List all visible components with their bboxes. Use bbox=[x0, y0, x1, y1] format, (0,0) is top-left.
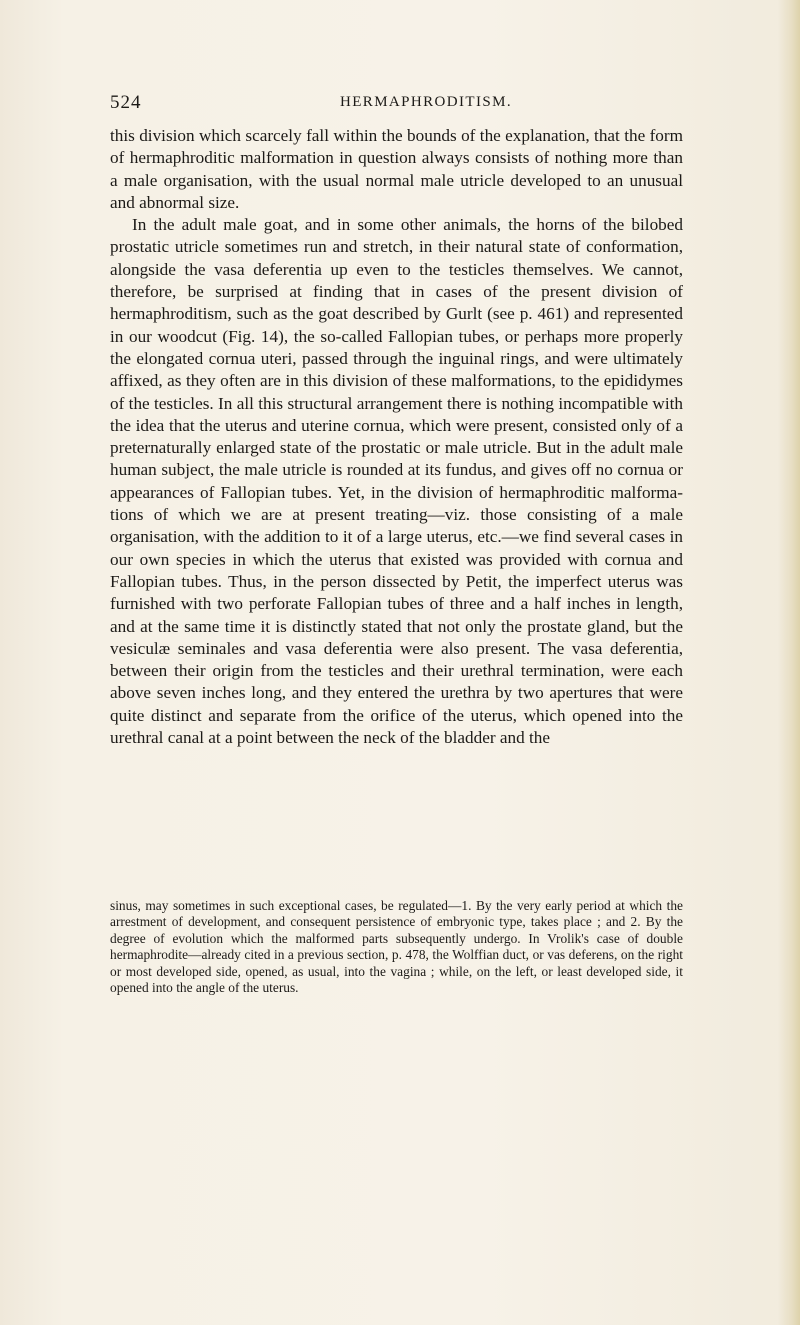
paragraph: In the adult male goat, and in some other animals, the horns of the bilobed prostatic utricle sometimes run and stretch, in their natural state of conformation, alongside the vasa deferentia up even to the testicles themselves. We cannot, therefore, be surprised at finding that in cases of the present division of hermaphroditism, such as the goat described by Gurlt (see p. 461) and represented in our woodcut (Fig. 14), the so-called Fallopian tubes, or perhaps more properly the elongated cornua uteri, passed through the inguinal rings, and were ultimately affixed, as they often are in this division of these malformations, to the epididymes of the testicles. In all this structural arrangement there is nothing incompatible with the idea that the uterus and uterine cornua, which were present, consisted only of a preternaturally enlarged state of the prostatic or male utricle. But in the adult male human subject, the male utricle is rounded at its fundus, and gives off no cornua or appearances of Fallopian tubes. Yet, in the division of hermaphroditic malformations of which we are at present treating—viz. those consisting of a male organisation, with the addition to it of a large uterus, etc.—we find several cases in our own species in which the uterus that existed was provided with cornua and Fallopian tubes. Thus, in the person dissected by Petit, the imperfect uterus was furnished with two perforate Fallopian tubes of three and a half inches in length, and at the same time it is distinctly stated that not only the prostate gland, but the vesiculæ seminales and vasa deferentia were also present. The vasa deferentia, between their origin from the testicles and their urethral termination, were each above seven inches long, and they entered the urethra by two apertures that were quite distinct and separate from the orifice of the uterus, which opened into the urethral canal at a point between the neck of the bladder and the bbox=[110, 215, 683, 748]
page-number: 524 bbox=[110, 92, 142, 113]
page-edge-shading bbox=[778, 0, 800, 1325]
running-title: HERMAPHRODITISM. bbox=[340, 94, 512, 110]
footnote bbox=[110, 898, 683, 996]
footnote-text: sinus, may sometimes in such exceptional cases, be regulated—1. By the very early period at which the arrestment of development, and consequent persistence of embryonic type, takes place ; and 2. By the degree of evolution which the malformed parts subsequently undergo. In Vrolik's case of double hermaphrodite—already cited in a previous section, p. 478, the Wolffian duct, or vas deferens, on the right or most developed side, opened, as usual, into the vagina ; while, on the left, or least developed side, it opened into the angle of the uterus. bbox=[110, 898, 683, 996]
body-text bbox=[110, 125, 683, 749]
running-head bbox=[110, 92, 710, 116]
paragraph-continued: this division which scarcely fall within the bounds of the explanation, that the form of hermaphroditic malformation in question always consists of nothing more than a male organisation, with the usual normal male utricle developed to an unusual and abnormal size. bbox=[110, 126, 683, 212]
